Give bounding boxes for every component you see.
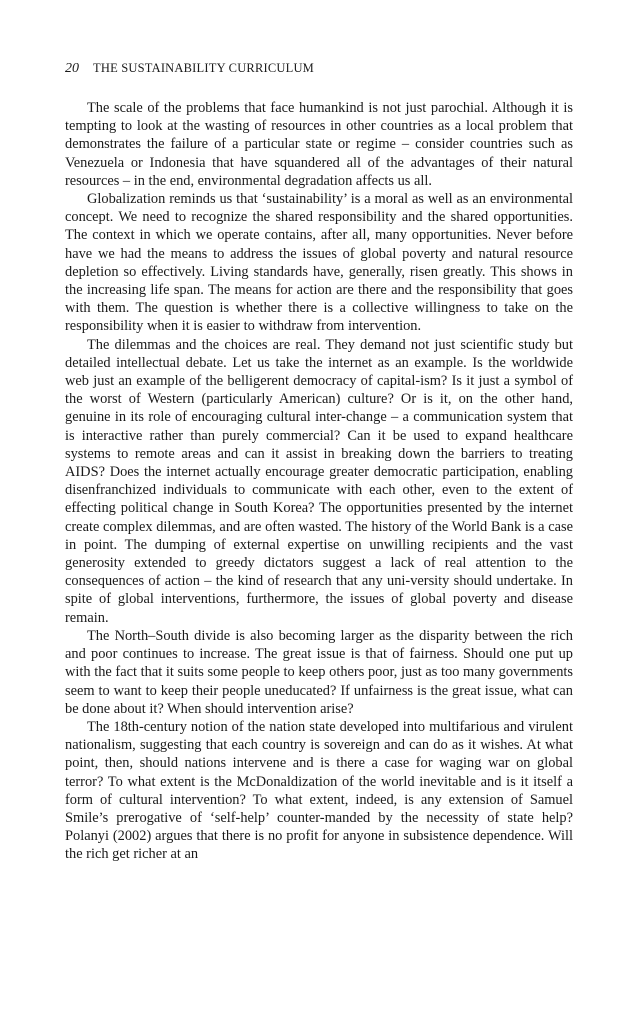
paragraph-nation-state: The 18th-century notion of the nation state developed into multifarious and virulent nationalism, suggesting that each country is sovereign and can do as it wishes. At what point, then, should nations intervene and is there a case for waging war on global terror? To what extent is the McDonaldization of the world inevitable and is it itself a form of cultural intervention? To what extent, indeed, is any extension of Samuel Smile’s prerogative of ‘self-help’ counter-manded by the necessity of state help? Polanyi (2002) argues that there is no profit for anyone in subsistence dependence. Will the rich get richer at an (65, 718, 573, 863)
body-text (65, 99, 573, 864)
running-title: THE SUSTAINABILITY CURRICULUM (93, 61, 314, 75)
paragraph-scale-of-problems: The scale of the problems that face humankind is not just parochial. Although it is tempting to look at the wasting of resources in other countries as a local problem that demonstrates the failure of a particular state or regime – consider countries such as Venezuela or Indonesia that have squandered all of the advantages of their natural resources – in the end, environmental degradation affects us all. (65, 100, 573, 189)
paragraph-globalization: Globalization reminds us that ‘sustainability’ is a moral as well as an environmental concept. We need to recognize the shared responsibility and the shared opportunities. The context in which we operate contains, after all, many opportunities. Never before have we had the means to address the issues of global poverty and natural resource depletion so effectively. Living standards have, generally, risen greatly. This shows in the increasing life span. The means for action are there and the responsibility that goes with them. The question is whether there is a collective willingness to take on the responsibility when it is easier to withdraw from intervention. (65, 191, 573, 335)
paragraph-north-south-divide: The North–South divide is also becoming larger as the disparity between the rich and poor continues to increase. The great issue is that of fairness. Should one put up with the fact that it suits some people to keep others poor, just as too many governments seem to want to keep their people uneducated? If unfairness is the great issue, what can be done about it? When should intervention arise? (65, 627, 573, 717)
paragraph-dilemmas-internet: The dilemmas and the choices are real. They demand not just scientific study but detailed intellectual debate. Let us take the internet as an example. Is the worldwide web just an example of the belligerent democracy of capital-ism? Is it just a symbol of the worst of Western (particularly American) culture? Or is it, on the other hand, genuine in its role of encouraging cultural inter-change – a communication system that is interactive rather than purely commercial? Can it be used to expand healthcare systems to remote areas and can it assist in breaking down the barriers to treating AIDS? Does the internet actually encourage greater democratic participation, enabling disenfranchized individuals to communicate with each other, even to the extent of effecting political change in South Korea? The opportunities presented by the internet create complex dilemmas, and are often wasted. The history of the World Bank is a case in point. The dumping of external expertise on unwilling recipients and the vast generosity extended to greedy dictators suggest a lack of real attention to the consequences of action – the kind of research that any uni-versity should undertake. In spite of global interventions, furthermore, the issues of global poverty and disease remain. (65, 336, 573, 626)
running-header (65, 60, 575, 77)
page-number: 20 (65, 61, 79, 76)
